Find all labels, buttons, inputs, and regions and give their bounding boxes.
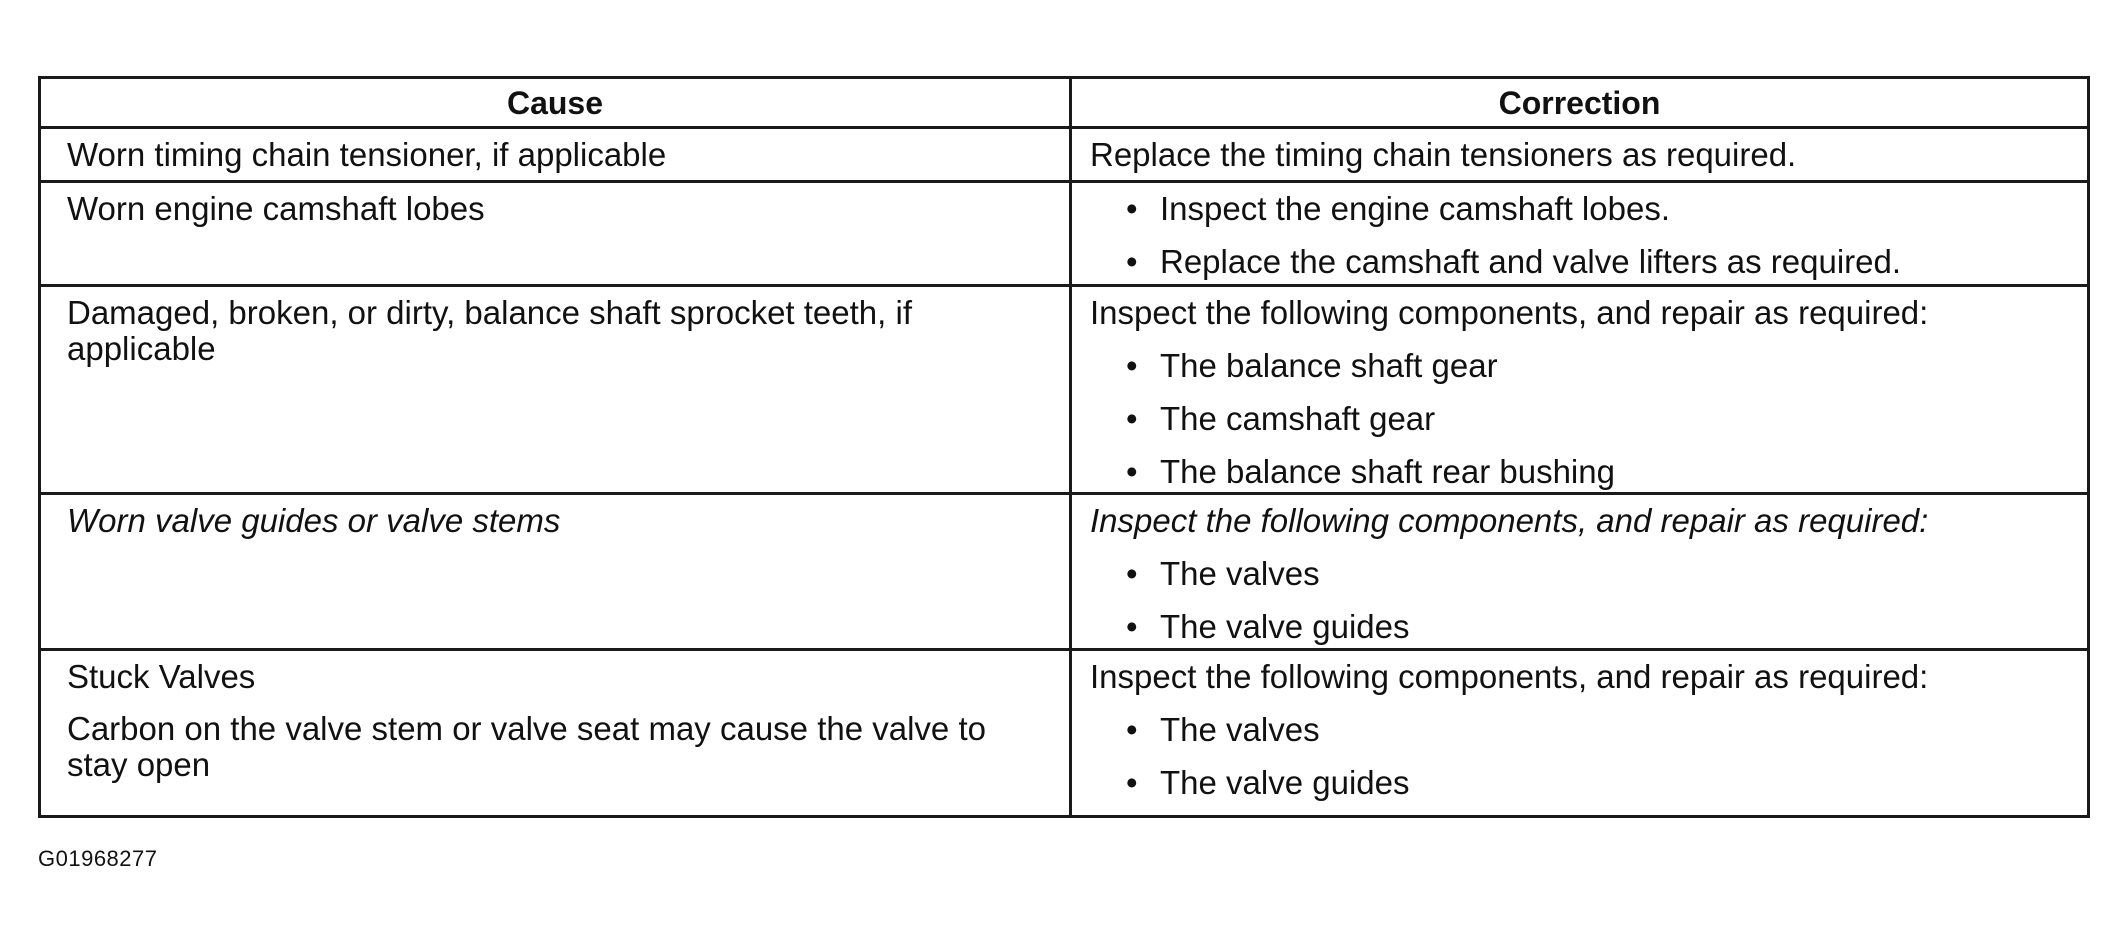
correction-cell-3 bbox=[1072, 287, 2087, 495]
list-item: • The valve guides bbox=[1090, 765, 2067, 801]
cause-cell-2 bbox=[41, 183, 1072, 287]
cause-text: Worn engine camshaft lobes bbox=[67, 190, 485, 227]
correction-cell-4 bbox=[1072, 495, 2087, 651]
diagnostic-table bbox=[38, 76, 2090, 818]
correction-cell-1 bbox=[1072, 129, 2087, 183]
header-cause: Cause bbox=[41, 79, 1072, 129]
figure-id: G01968277 bbox=[38, 846, 158, 871]
correction-list bbox=[1090, 556, 2067, 645]
correction-intro: Inspect the following components, and repair as required: bbox=[1090, 294, 1929, 331]
list-item: • The valves bbox=[1090, 712, 2067, 748]
list-item: • The valve guides bbox=[1090, 609, 2067, 645]
correction-list bbox=[1090, 348, 2067, 490]
cause-cell-3 bbox=[41, 287, 1072, 495]
cause-detail: Carbon on the valve stem or valve seat may cause the valve to stay open bbox=[67, 710, 986, 783]
cause-text: Damaged, broken, or dirty, balance shaft sprocket teeth, if applicable bbox=[67, 294, 912, 367]
correction-intro: Inspect the following components, and repair as required: bbox=[1090, 502, 1929, 539]
correction-text: Replace the timing chain tensioners as required. bbox=[1090, 136, 1797, 173]
cause-text: Stuck Valves bbox=[67, 658, 256, 695]
correction-list bbox=[1090, 191, 2067, 280]
cause-text: Worn timing chain tensioner, if applicable bbox=[67, 136, 667, 173]
list-item: • Inspect the engine camshaft lobes. bbox=[1090, 191, 2067, 227]
header-correction: Correction bbox=[1072, 79, 2087, 129]
cause-text: Worn valve guides or valve stems bbox=[67, 502, 561, 539]
list-item: • The camshaft gear bbox=[1090, 401, 2067, 437]
correction-list bbox=[1090, 712, 2067, 801]
cause-cell-5 bbox=[41, 651, 1072, 815]
list-item: • Replace the camshaft and valve lifters as required. bbox=[1090, 244, 2067, 280]
cause-cell-1 bbox=[41, 129, 1072, 183]
correction-intro: Inspect the following components, and repair as required: bbox=[1090, 658, 1929, 695]
list-item: • The balance shaft gear bbox=[1090, 348, 2067, 384]
correction-cell-2 bbox=[1072, 183, 2087, 287]
cause-cell-4 bbox=[41, 495, 1072, 651]
list-item: • The balance shaft rear bushing bbox=[1090, 454, 2067, 490]
correction-cell-5 bbox=[1072, 651, 2087, 815]
list-item: • The valves bbox=[1090, 556, 2067, 592]
